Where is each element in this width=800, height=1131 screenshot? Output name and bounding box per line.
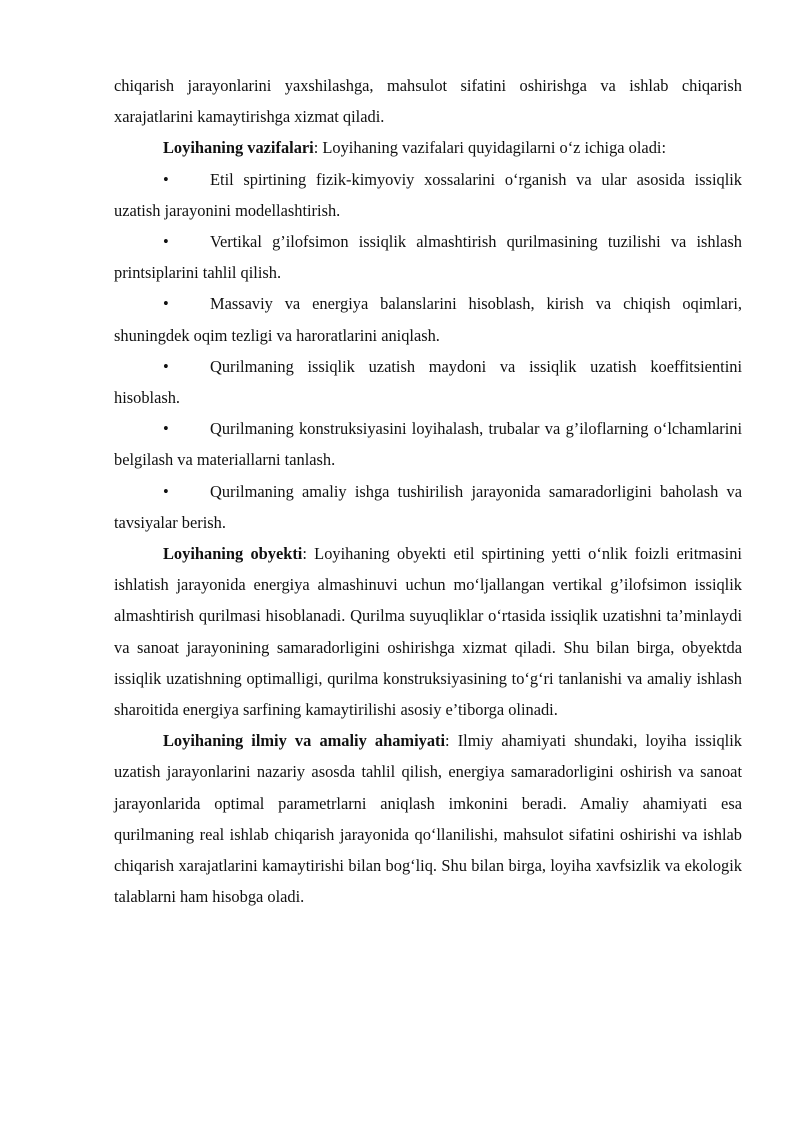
paragraph-intro: chiqarish jarayonlarini yaxshilashga, mahsulot sifatini oshirishga va ishlab chiqarish xarajatlarini kamaytirishga xizmat qiladi.: [114, 76, 742, 127]
bullet-mark: •: [163, 232, 169, 252]
tasks-text: : Loyihaning vazifalari quyidagilarni o‘z ichiga oladi:: [313, 138, 666, 158]
object-text: : Loyihaning obyekti etil spirtining yetti o‘nlik foizli eritmasini ishlatish jarayonida energiya almashinuvi uchun mo‘ljallangan vertikal g’ilofsimon issiqlik almashtirish qurilmasi hisoblanadi. Qurilma suyuqliklar o‘rtasida issiqlik uzatishni ta’minlaydi va sanoat jarayonining samaradorligini oshirishga xizmat qiladi. Shu bilan birga, obyektda issiqlik uzatishning optimalligi, qurilma konstruksiyasining to‘g‘ri tanlanishi va amaliy ishlash sharoitida energiya sarfining kamaytirilishi asosiy e’tiborga olinadi.: [114, 544, 742, 720]
list-item-text: Qurilmaning issiqlik uzatish maydoni va issiqlik uzatish koeffitsientini hisoblash.: [114, 356, 742, 408]
paragraph-tasks: [114, 132, 742, 163]
bullet-mark: •: [163, 294, 169, 314]
object-heading: Loyihaning obyekti: [163, 544, 303, 564]
list-item-text: Vertikal g’ilofsimon issiqlik almashtirish qurilmasining tuzilishi va ishlash printsiplarini tahlil qilish.: [114, 232, 742, 283]
significance-heading: Loyihaning ilmiy va amaliy ahamiyati: [163, 731, 446, 751]
list-item-text: Qurilmaning konstruksiyasini loyihalash, trubalar va g’iloflarning o‘lchamlarini belgilash va materiallarni tanlash.: [114, 419, 742, 470]
bullet-mark: •: [163, 169, 169, 189]
paragraph-object: [114, 538, 742, 725]
list-item: [114, 351, 742, 413]
list-item: [114, 476, 742, 538]
bullet-mark: •: [163, 419, 169, 439]
list-item: [114, 413, 742, 475]
bullet-mark: •: [163, 481, 169, 501]
list-item: [114, 164, 742, 226]
list-item-text: Qurilmaning amaliy ishga tushirilish jarayonida samaradorligini baholash va tavsiyalar berish.: [114, 481, 742, 532]
list-item-text: Massaviy va energiya balanslarini hisoblash, kirish va chiqish oqimlari, shuningdek oqim tezligi va haroratlarini aniqlash.: [114, 294, 742, 345]
list-item: [114, 288, 742, 350]
list-item: [114, 226, 742, 288]
bullet-mark: •: [163, 356, 169, 376]
document-page: [114, 70, 742, 912]
significance-text: : Ilmiy ahamiyati shundaki, loyiha issiqlik uzatish jarayonlarini nazariy asosda tahlil qilish, energiya samaradorligini oshirish va sanoat jarayonlarida optimal parametrlarni aniqlash imkonini beradi. Amaliy ahamiyati esa qurilmaning real ishlab chiqarish jarayonida qo‘llanilishi, mahsulot sifatini oshirishi va ishlab chiqarish xarajatlarini kamaytirishi bilan bog‘liq. Shu bilan birga, loyiha xavfsizlik va ekologik talablarni ham hisobga oladi.: [114, 731, 742, 907]
list-item-text: Etil spirtining fizik-kimyoviy xossalarini o‘rganish va ular asosida issiqlik uzatish jarayonini modellashtirish.: [114, 169, 742, 220]
tasks-heading: Loyihaning vazifalari: [163, 138, 314, 158]
paragraph-significance: [114, 725, 742, 912]
